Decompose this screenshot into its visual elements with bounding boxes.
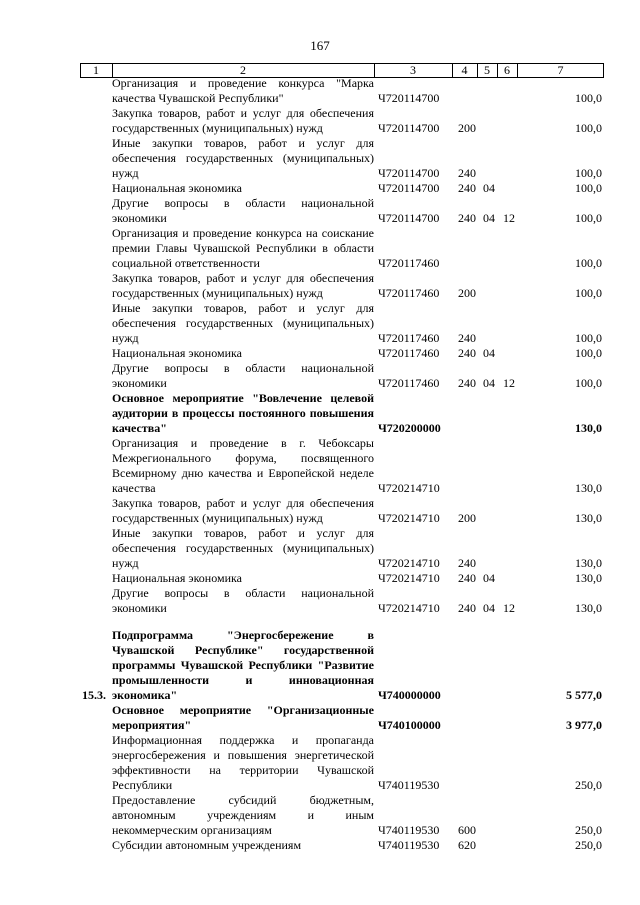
row-name: Национальная экономика	[112, 346, 242, 360]
table-row	[80, 346, 604, 361]
row-target-code: Ч720117460	[378, 256, 440, 270]
row-expense-type: 240	[458, 211, 476, 225]
row-target-code: Ч720214710	[378, 481, 440, 495]
row-expense-type: 240	[458, 331, 476, 345]
row-amount: 5 577,0	[566, 688, 602, 702]
row-amount: 100,0	[575, 256, 602, 270]
row-amount: 250,0	[575, 838, 602, 852]
table-row	[80, 271, 604, 301]
row-target-code: Ч740000000	[378, 688, 441, 702]
row-name: Подпрограмма "Энергосбережение в Чувашской Республике" государственной программы Чувашской Республики "Развитие промышленности и инновационная экономика"	[112, 628, 374, 702]
table-row	[80, 571, 604, 586]
row-expense-type: 240	[458, 166, 476, 180]
row-name: Организация и проведение в г. Чебоксары Межрегионального форума, посвященного Всемирному дню качества и Европейской неделе качества	[112, 436, 374, 495]
row-name: Другие вопросы в области национальной экономики	[112, 361, 374, 390]
row-amount: 100,0	[575, 166, 602, 180]
row-section: 04	[483, 376, 495, 390]
row-expense-type: 240	[458, 571, 476, 585]
row-section: 04	[483, 346, 495, 360]
row-amount: 130,0	[575, 511, 602, 525]
table-row	[80, 391, 604, 436]
table-row	[80, 628, 604, 703]
header-col-5: 5	[484, 63, 490, 77]
row-name: Субсидии автономным учреждениям	[112, 838, 302, 852]
row-target-code: Ч740119530	[378, 778, 440, 792]
row-name: Информационная поддержка и пропаганда энергосбережения и повышения энергетической эффективности на территории Чувашской Республики	[112, 733, 374, 792]
row-target-code: Ч720114700	[378, 166, 440, 180]
row-amount: 130,0	[575, 421, 602, 435]
row-target-code: Ч720114700	[378, 121, 440, 135]
row-name: Закупка товаров, работ и услуг для обеспечения государственных (муниципальных) нужд	[112, 496, 374, 525]
row-amount: 130,0	[575, 571, 602, 585]
row-amount: 100,0	[575, 91, 602, 105]
row-subsection: 12	[503, 211, 515, 225]
row-amount: 130,0	[575, 556, 602, 570]
row-target-code: Ч720117460	[378, 376, 440, 390]
row-section: 04	[483, 211, 495, 225]
table-row	[80, 226, 604, 271]
row-amount: 100,0	[575, 121, 602, 135]
row-spacer	[80, 616, 604, 628]
row-amount: 100,0	[575, 286, 602, 300]
table-row	[80, 106, 604, 136]
row-target-code: Ч720200000	[378, 421, 441, 435]
row-name: Закупка товаров, работ и услуг для обеспечения государственных (муниципальных) нужд	[112, 106, 374, 135]
row-name: Иные закупки товаров, работ и услуг для обеспечения государственных (муниципальных) нужд	[112, 526, 374, 570]
row-expense-type: 240	[458, 181, 476, 195]
row-name: Организация и проведение конкурса на соискание премии Главы Чувашской Республики в области социальной ответственности	[112, 226, 374, 270]
header-col-4: 4	[461, 63, 468, 77]
row-expense-type: 200	[458, 286, 476, 300]
row-section: 04	[483, 601, 495, 615]
table-row	[80, 838, 604, 853]
row-amount: 100,0	[575, 346, 602, 360]
row-expense-type: 240	[458, 556, 476, 570]
row-target-code: Ч720214710	[378, 556, 440, 570]
header-col-7: 7	[557, 63, 564, 77]
row-target-code: Ч720214710	[378, 511, 440, 525]
row-amount: 130,0	[575, 481, 602, 495]
row-name: Иные закупки товаров, работ и услуг для обеспечения государственных (муниципальных) нужд	[112, 136, 374, 180]
row-name: Основное мероприятие "Организационные мероприятия"	[112, 703, 374, 732]
table-row	[80, 436, 604, 496]
row-expense-type: 240	[458, 376, 476, 390]
row-amount: 100,0	[575, 376, 602, 390]
table-row	[80, 526, 604, 571]
row-expense-type: 240	[458, 346, 476, 360]
header-col-2: 2	[240, 63, 246, 77]
row-target-code: Ч720114700	[378, 181, 440, 195]
row-expense-type: 200	[458, 121, 476, 135]
table-row	[80, 703, 604, 733]
table-row	[80, 793, 604, 838]
row-target-code: Ч740119530	[378, 823, 440, 837]
table-row	[80, 136, 604, 181]
row-name: Национальная экономика	[112, 181, 242, 195]
table-row	[80, 733, 604, 793]
table-row	[80, 181, 604, 196]
table-row	[80, 301, 604, 346]
row-target-code: Ч740119530	[378, 838, 440, 852]
table-row	[80, 361, 604, 391]
row-name: Предоставление субсидий бюджетным, автономным учреждениям и иным некоммерческим организациям	[112, 793, 374, 837]
row-section: 04	[483, 181, 495, 195]
row-target-code: Ч720117460	[378, 346, 440, 360]
row-amount: 250,0	[575, 823, 602, 837]
row-target-code: Ч740100000	[378, 718, 441, 732]
row-name: Иные закупки товаров, работ и услуг для обеспечения государственных (муниципальных) нужд	[112, 301, 374, 345]
header-col-3: 3	[410, 63, 416, 77]
header-col-6: 6	[504, 63, 510, 77]
row-amount: 3 977,0	[566, 718, 602, 732]
row-expense-type: 620	[458, 838, 476, 852]
row-target-code: Ч720114700	[378, 91, 440, 105]
row-amount: 100,0	[575, 181, 602, 195]
row-amount: 130,0	[575, 601, 602, 615]
row-number: 15.3.	[82, 688, 106, 702]
row-target-code: Ч720214710	[378, 601, 440, 615]
row-amount: 100,0	[575, 331, 602, 345]
page-number: 167	[310, 38, 330, 53]
row-subsection: 12	[503, 376, 515, 390]
row-subsection: 12	[503, 601, 515, 615]
header-col-1: 1	[93, 63, 99, 77]
row-expense-type: 200	[458, 511, 476, 525]
row-target-code: Ч720214710	[378, 571, 440, 585]
row-name: Другие вопросы в области национальной экономики	[112, 196, 374, 225]
row-amount: 250,0	[575, 778, 602, 792]
table-row	[80, 196, 604, 226]
row-name: Национальная экономика	[112, 571, 242, 585]
row-expense-type: 600	[458, 823, 476, 837]
table-row	[80, 586, 604, 616]
table-row	[80, 76, 604, 106]
row-name: Организация и проведение конкурса "Марка качества Чувашской Республики"	[112, 76, 374, 105]
row-target-code: Ч720117460	[378, 286, 440, 300]
row-amount: 100,0	[575, 211, 602, 225]
row-target-code: Ч720114700	[378, 211, 440, 225]
row-name: Другие вопросы в области национальной экономики	[112, 586, 374, 615]
row-section: 04	[483, 571, 495, 585]
row-target-code: Ч720117460	[378, 331, 440, 345]
table-row	[80, 496, 604, 526]
row-expense-type: 240	[458, 601, 476, 615]
budget-table	[80, 76, 604, 853]
row-name: Основное мероприятие "Вовлечение целевой аудитории в процессы постоянного повышения качества"	[112, 391, 374, 435]
row-name: Закупка товаров, работ и услуг для обеспечения государственных (муниципальных) нужд	[112, 271, 374, 300]
